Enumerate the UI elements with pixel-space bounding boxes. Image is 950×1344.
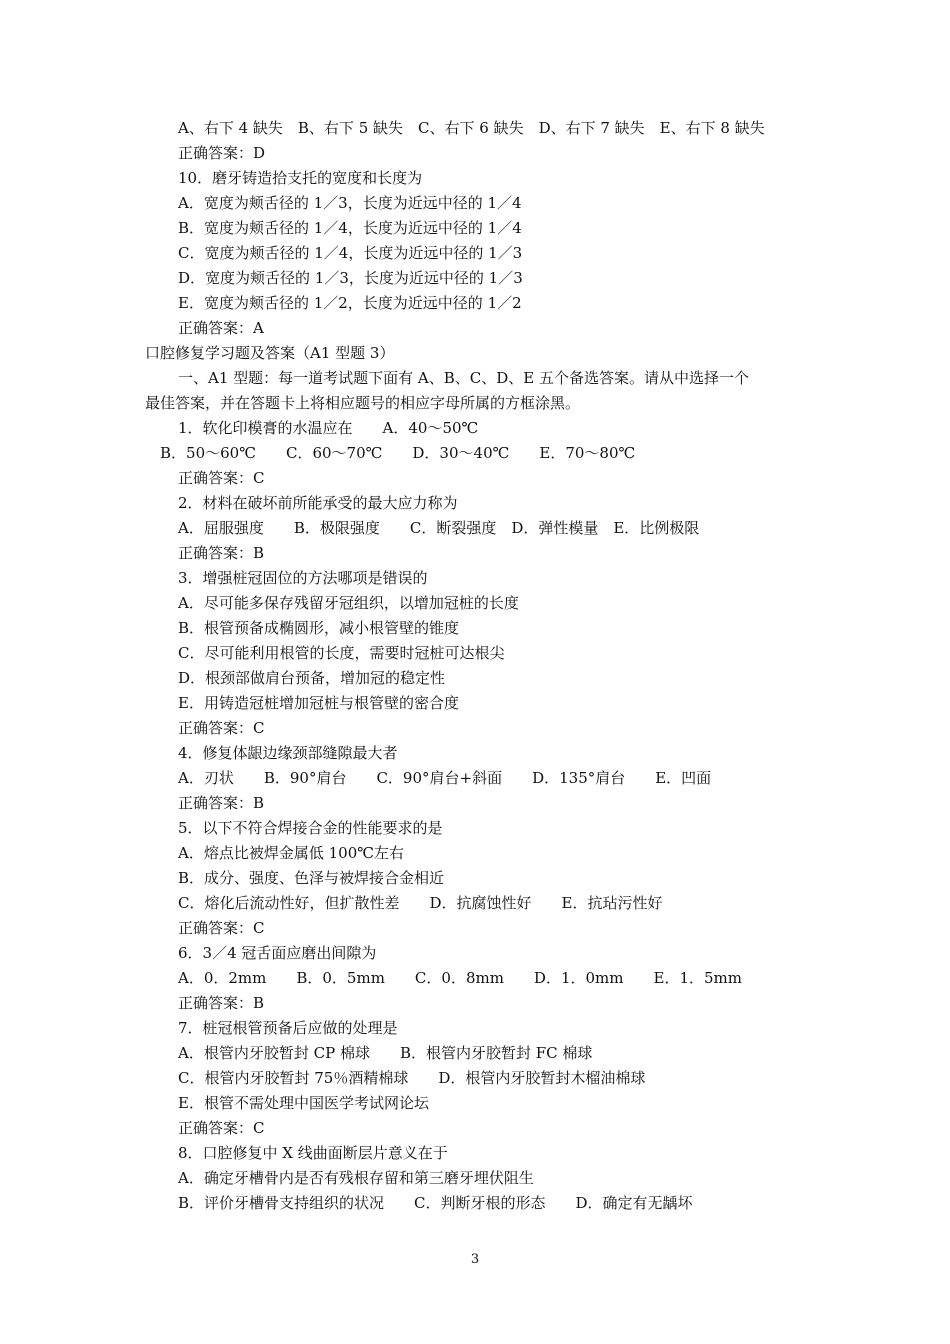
section-instructions: 一、A1 型题：每一道考试题下面有 A、B、C、D、E 五个备选答案。请从中选择一个 bbox=[178, 369, 749, 387]
page-number: 3 bbox=[470, 1252, 480, 1267]
q10-question: 10．磨牙铸造拾支托的宽度和长度为 bbox=[178, 169, 423, 187]
q5-options-cde: C．熔化后流动性好，但扩散性差 D．抗腐蚀性好 E．抗玷污性好 bbox=[178, 894, 663, 912]
q3-question: 3．增强桩冠固位的方法哪项是错误的 bbox=[178, 569, 428, 587]
q5-option-a: A．熔点比被焊金属低 100℃左右 bbox=[178, 844, 405, 862]
q10-option-a: A．宽度为颊舌径的 1／3，长度为近远中径的 1／4 bbox=[178, 194, 522, 212]
q5-answer: 正确答案：C bbox=[178, 919, 265, 937]
q3-answer: 正确答案：C bbox=[178, 719, 265, 737]
q4-question: 4．修复体龈边缘颈部缝隙最大者 bbox=[178, 744, 398, 762]
q10-option-c: C．宽度为颊舌径的 1／4，长度为近远中径的 1／3 bbox=[178, 244, 523, 262]
q2-options: A．屈服强度 B．极限强度 C．断裂强度 D．弹性模量 E．比例极限 bbox=[178, 519, 700, 537]
q10-option-d: D．宽度为颊舌径的 1／3，长度为近远中径的 1／3 bbox=[178, 269, 523, 287]
q10-option-b: B．宽度为颊舌径的 1／4，长度为近远中径的 1／4 bbox=[178, 219, 522, 237]
q6-question: 6．3／4 冠舌面应磨出间隙为 bbox=[178, 944, 377, 962]
q3-option-d: D．根颈部做肩台预备，增加冠的稳定性 bbox=[178, 669, 446, 687]
q3-option-a: A．尽可能多保存残留牙冠组织，以增加冠桩的长度 bbox=[178, 594, 519, 612]
q6-answer: 正确答案：B bbox=[178, 994, 265, 1012]
q3-option-c: C．尽可能利用根管的长度，需要时冠桩可达根尖 bbox=[178, 644, 505, 662]
q4-options: A．刃状 B．90°肩台 C．90°肩台+斜面 D．135°肩台 E．凹面 bbox=[178, 769, 712, 787]
q5-option-b: B．成分、强度、色泽与被焊接合金相近 bbox=[178, 869, 445, 887]
q9-options: A、右下 4 缺失 B、右下 5 缺失 C、右下 6 缺失 D、右下 7 缺失 E、右下 8 缺失 bbox=[178, 119, 765, 137]
q2-answer: 正确答案：B bbox=[178, 544, 265, 562]
q3-option-b: B．根管预备成椭圆形，减小根管壁的锥度 bbox=[178, 619, 460, 637]
q7-question: 7．桩冠根管预备后应做的处理是 bbox=[178, 1019, 398, 1037]
q1-options: B．50～60℃ C．60～70℃ D．30～40℃ E．70～80℃ bbox=[160, 444, 636, 462]
q7-answer: 正确答案：C bbox=[178, 1119, 265, 1137]
q3-option-e: E．用铸造冠桩增加冠桩与根管壁的密合度 bbox=[178, 694, 459, 712]
q6-options: A．0．2mm B．0．5mm C．0．8mm D．1．0mm E．1．5mm bbox=[178, 969, 742, 987]
q1-answer: 正确答案：C bbox=[178, 469, 265, 487]
q7-options-cd: C．根管内牙胶暂封 75％酒精棉球 D．根管内牙胶暂封木榴油棉球 bbox=[178, 1069, 646, 1087]
q10-option-e: E．宽度为颊舌径的 1／2，长度为近远中径的 1／2 bbox=[178, 294, 522, 312]
q8-question: 8．口腔修复中 X 线曲面断层片意义在于 bbox=[178, 1144, 448, 1162]
section-instructions-cont: 最佳答案，并在答题卡上将相应题号的相应字母所属的方框涂黑。 bbox=[145, 394, 581, 412]
section-title: 口腔修复学习题及答案（A1 型题 3） bbox=[145, 344, 395, 362]
q9-answer: 正确答案：D bbox=[178, 144, 266, 162]
q8-option-a: A．确定牙槽骨内是否有残根存留和第三磨牙埋伏阻生 bbox=[178, 1169, 534, 1187]
q8-options-bcd: B．评价牙槽骨支持组织的状况 C．判断牙根的形态 D．确定有无龋坏 bbox=[178, 1194, 693, 1212]
q5-question: 5．以下不符合焊接合金的性能要求的是 bbox=[178, 819, 443, 837]
q1-question: 1．软化印模膏的水温应在 A．40～50℃ bbox=[178, 419, 479, 437]
q2-question: 2．材料在破坏前所能承受的最大应力称为 bbox=[178, 494, 458, 512]
q10-answer: 正确答案：A bbox=[178, 319, 264, 337]
q7-option-e: E．根管不需处理中国医学考试网论坛 bbox=[178, 1094, 429, 1112]
q4-answer: 正确答案：B bbox=[178, 794, 265, 812]
q7-options-ab: A．根管内牙胶暂封 CP 棉球 B．根管内牙胶暂封 FC 棉球 bbox=[178, 1044, 593, 1062]
